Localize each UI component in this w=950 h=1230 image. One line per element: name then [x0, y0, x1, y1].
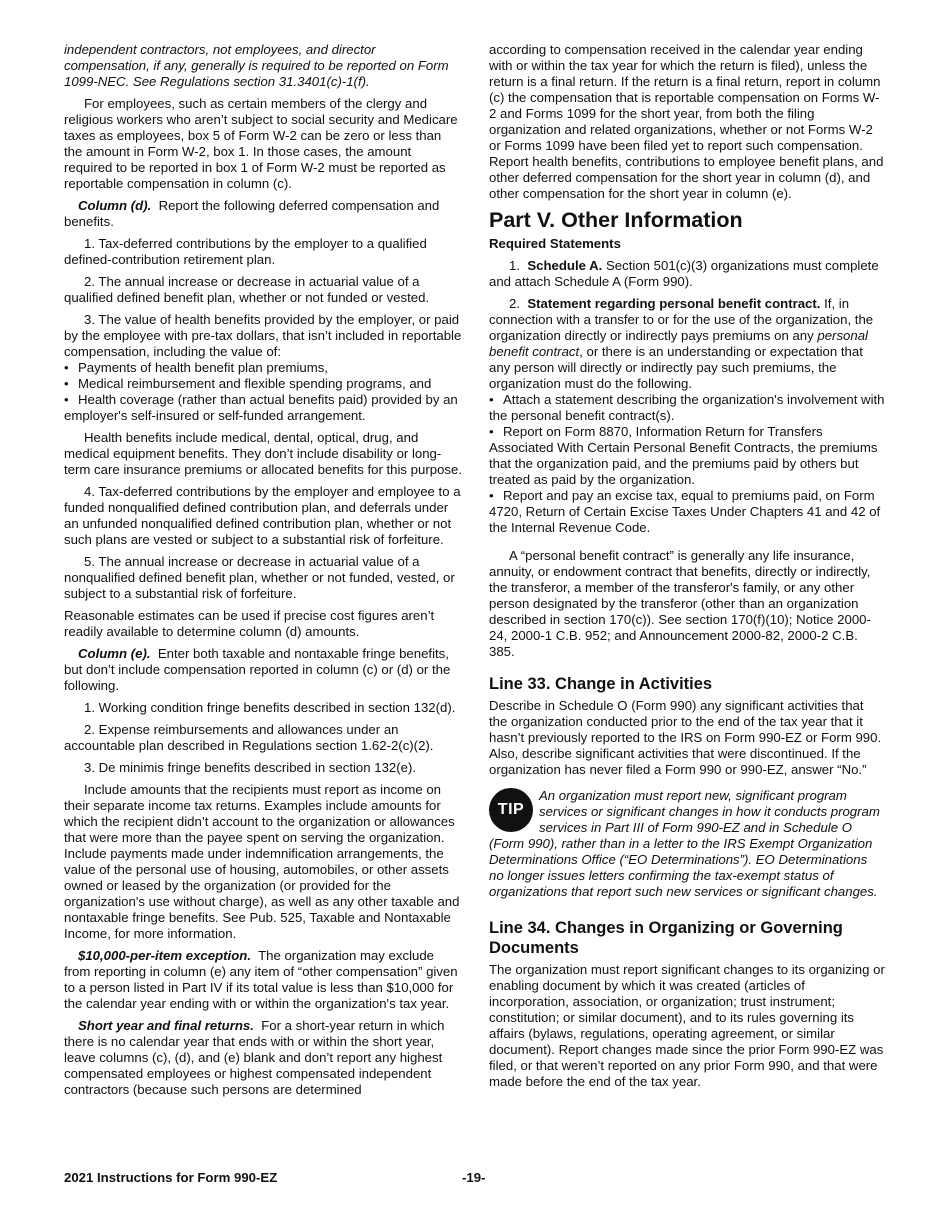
- column-d-item-3: 3. The value of health benefits provided by the employer, or paid by the employee with pre-tax dollars, that isn’t included in reportable compensation, including the value of:: [64, 312, 462, 359]
- statement-2-paragraph: [489, 296, 885, 392]
- required-statements-heading: Required Statements: [489, 236, 621, 251]
- health-bullet-1: • Payments of health benefit plan premiums,: [64, 360, 462, 376]
- tip-label: TIP: [497, 801, 525, 818]
- column-d-label: Column (d).: [78, 198, 152, 213]
- employees-paragraph: For employees, such as certain members of the clergy and religious workers who aren’t subject to social security and Medicare taxes as employees, box 5 of Form W-2 can be zero or less than the amount in Form W-2, box 1. In those cases, the amount required to be reported in box 1 of Form W-2 must be reported as reportable compensation in column (c).: [64, 96, 458, 191]
- health-bullet-3: • Health coverage (rather than actual benefits paid) provided by an employer's self-insured or self-funded arrangement.: [64, 392, 462, 424]
- column-e-text: Enter both taxable and nontaxable fringe benefits, but don’t include compensation reported in column (c) or (d) or the following.: [64, 646, 451, 693]
- left-column: [64, 42, 462, 1104]
- part-v-heading: Part V. Other Information: [489, 208, 743, 232]
- reasonable-estimates-paragraph: Reasonable estimates can be used if precise cost figures aren’t readily available to determine column (d) amounts.: [64, 608, 435, 639]
- column-d-item-4: 4. Tax-deferred contributions by the employer and employee to a funded nonqualified defined contribution plan, and deferrals under an unfunded nonqualified defined contribution plan, whether or not such plans are vested or subject to a substantial risk of forfeiture.: [64, 484, 461, 547]
- statement-1-number: 1.: [509, 258, 520, 273]
- health-bullet-2: • Medical reimbursement and flexible spending programs, and: [64, 376, 462, 392]
- column-e-item-2: 2. Expense reimbursements and allowances under an accountable plan described in Regulations section 1.62-2(c)(2).: [64, 722, 434, 753]
- footer-title: 2021 Instructions for Form 990-EZ: [64, 1170, 278, 1185]
- column-d-item-1: 1. Tax-deferred contributions by the employer to a qualified defined-contribution retirement plan.: [64, 236, 427, 267]
- pbc-definition-paragraph: A “personal benefit contract” is generally any life insurance, annuity, or endowment contract that benefits, directly or indirectly, the transferor, a member of the transferor's family, or any other person designated by the transferor (other than an organization described in section 170(c)). See section 170(f)(10); Notice 2000-24, 2000-1 C.B. 952; and Announcement 2000-82, 2000-2 C.B. 385.: [489, 548, 871, 659]
- statement-2-text-b: , or there is an understanding or expectation that any person will directly or indirectly pay such premiums, the organization must do the following.: [489, 344, 863, 391]
- short-year-text: For a short-year return in which there is no calendar year that ends with or within the short year, leave columns (c), (d), and (e) blank and don’t report any highest compensated employees or highest compensated independent contractors (because such persons are determined: [64, 1018, 445, 1097]
- statement-2-label: Statement regarding personal benefit contract.: [527, 296, 821, 311]
- statement-1-paragraph: [489, 258, 885, 290]
- column-d-item-2: 2. The annual increase or decrease in actuarial value of a qualified defined benefit plan, whether or not funded or vested.: [64, 274, 430, 305]
- exception-text: The organization may exclude from reporting in column (e) any item of “other compensation” given to a person listed in Part IV if its total value is less than $10,000 for the calendar year ending with or within the organization's tax year.: [64, 948, 458, 1011]
- statement-2-number: 2.: [509, 296, 520, 311]
- column-e-label: Column (e).: [78, 646, 151, 661]
- line-34-text: The organization must report significant changes to its organizing or enabling document by which it was created (articles of incorporation, association, or organization; trust instrument; constitution; or similar document), and to its rules governing its affairs (bylaws, regulations, operating agreement, or similar document). Report changes made since the prior Form 990-EZ was filed, or that weren’t reported on any prior Form 990, and that were made before the end of the tax year.: [489, 962, 885, 1089]
- tip-text: An organization must report new, significant program services or significant changes in how it conducts program services in Part III of Form 990-EZ and in Schedule O (Form 990), rather than in a letter to the IRS Exempt Organization Determinations Office (“EO Determinations”). EO Determinations no longer issues letters confirming the tax-exempt status of organizations that report such new services or significant changes.: [489, 788, 880, 899]
- statement-2-italic-term: personal benefit contract: [489, 328, 868, 359]
- intro-continued-text: independent contractors, not employees, and director compensation, if any, generally is required to be reported on Form 1099-NEC. See Regulations section 31.3401(c)-1(f).: [64, 42, 449, 89]
- short-year-continued-text: according to compensation received in the calendar year ending with or within the tax year for which the return is filed), unless the return is a final return. If the return is a final return, report in column (c) the compensation that is reportable compensation on Forms W-2 and Forms 1099 for the short year, from both the filing organization and related organizations, whether or not Forms W-2 or Forms 1099 have been filed yet to report such compensation. Report health benefits, contributions to employee benefit plans, and other deferred compensation for the short year in column (d), and other compensation for the short year in column (e).: [489, 42, 884, 201]
- column-e-item-1: 1. Working condition fringe benefits described in section 132(d).: [84, 700, 456, 715]
- column-d-text: Report the following deferred compensation and benefits.: [64, 198, 440, 229]
- exception-label: $10,000-per-item exception.: [78, 948, 251, 963]
- page-number: -19-: [462, 1170, 486, 1185]
- column-e-item-3: 3. De minimis fringe benefits described in section 132(e).: [84, 760, 417, 775]
- tip-icon: [489, 788, 533, 832]
- tip-callout: [489, 788, 885, 900]
- column-d-paragraph: [64, 198, 462, 230]
- right-column: [489, 42, 885, 1096]
- exception-paragraph: [64, 948, 462, 1012]
- short-year-paragraph: [64, 1018, 462, 1098]
- statement-2-text-a: If, in connection with a transfer to or for the use of the organization, the organization directly or indirectly pays premiums on any: [489, 296, 874, 343]
- pbc-bullet-3: • Report and pay an excise tax, equal to premiums paid, on Form 4720, Return of Certain Excise Taxes Under Chapters 41 and 42 of the Internal Revenue Code.: [489, 488, 885, 536]
- column-d-item-5: 5. The annual increase or decrease in actuarial value of a nonqualified defined benefit plan, whether or not funded, vested, or subject to a substantial risk of forfeiture.: [64, 554, 455, 601]
- line-33-heading: Line 33. Change in Activities: [489, 675, 713, 693]
- include-amounts-paragraph: Include amounts that the recipients must report as income on their separate income tax returns. Examples include amounts for which the recipient didn’t account to the organization or allowances that were more than the payee spent on serving the organization. Include payments made under indemnification arrangements, the value of the personal use of housing, automobiles, or other assets owned or leased by the organization (or provided for the organization's use without charge), as well as any other taxable and nontaxable fringe benefits. See Pub. 525, Taxable and Nontaxable Income, for more information.: [64, 782, 460, 941]
- page-footer: [64, 1170, 886, 1188]
- pbc-bullet-1: • Attach a statement describing the organization's involvement with the personal benefit contract(s).: [489, 392, 885, 424]
- short-year-label: Short year and final returns.: [78, 1018, 254, 1033]
- line-33-text: Describe in Schedule O (Form 990) any significant activities that the organization conducted prior to the end of the tax year that it hasn’t previously reported to the IRS on Form 990-EZ or Form 990. Also, describe significant activities that were discontinued. If the organization has never filed a Form 990 or 990-EZ, answer “No.”: [489, 698, 882, 777]
- statement-1-text: Section 501(c)(3) organizations must complete and attach Schedule A (Form 990).: [489, 258, 879, 289]
- statement-1-label: Schedule A.: [527, 258, 603, 273]
- pbc-bullet-2: • Report on Form 8870, Information Return for Transfers Associated With Certain Personal Benefit Contracts, the premiums that the organization paid, and the premiums paid by others but treated as paid by the organization.: [489, 424, 885, 488]
- line-34-heading: Line 34. Changes in Organizing or Governing Documents: [489, 919, 843, 957]
- column-e-paragraph: [64, 646, 462, 694]
- health-benefits-paragraph: Health benefits include medical, dental, optical, drug, and medical equipment benefits. They don’t include disability or long-term care insurance premiums or allocated benefits for this purpose.: [64, 430, 463, 477]
